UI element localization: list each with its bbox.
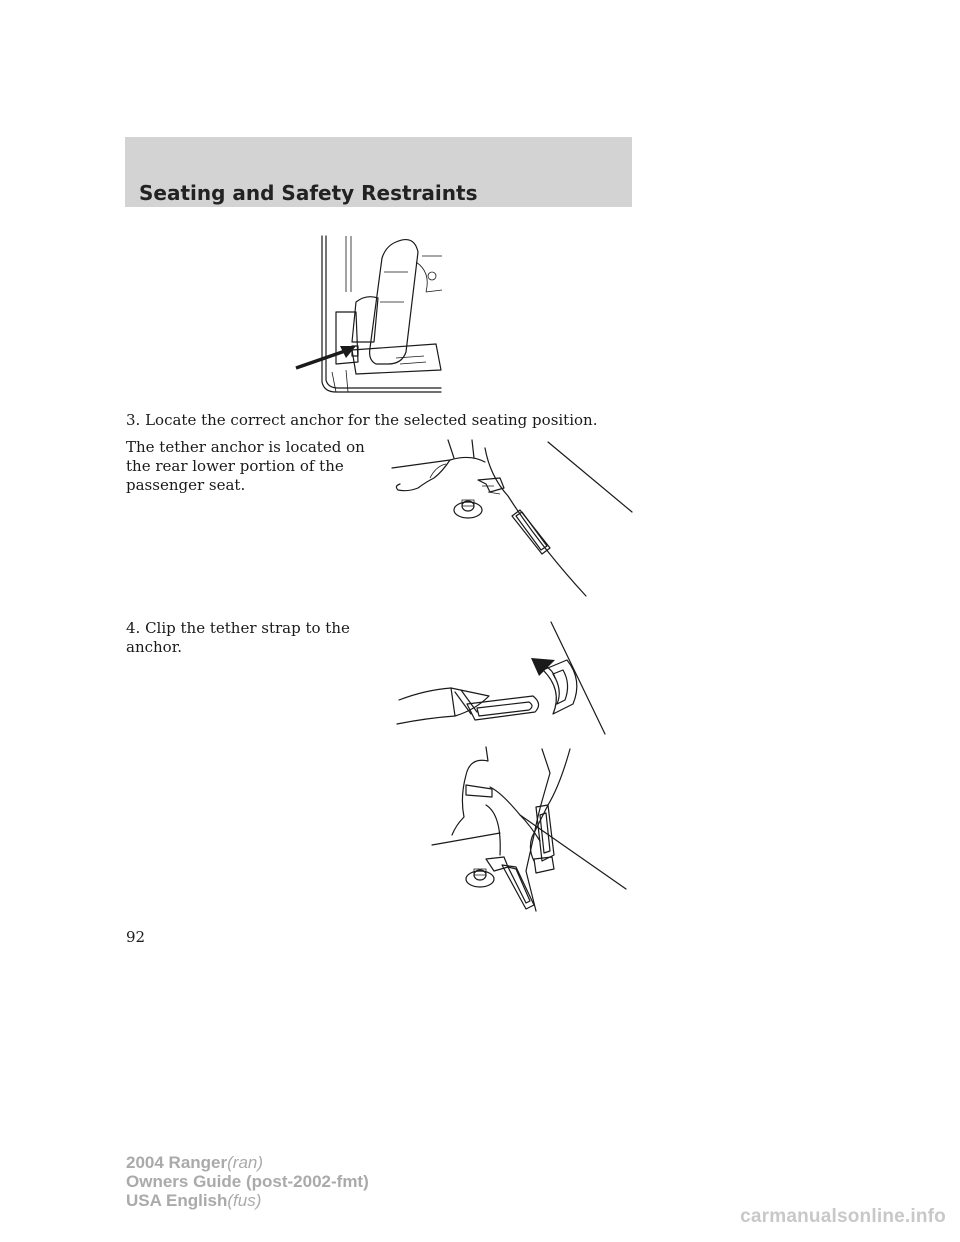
clip-strap-illustration bbox=[395, 620, 610, 738]
footer-line-1: 2004 Ranger(ran) bbox=[126, 1153, 264, 1172]
section-title: Seating and Safety Restraints bbox=[139, 181, 478, 205]
footer-line-2: Owners Guide (post-2002-fmt) bbox=[126, 1172, 369, 1191]
footer-line-3: USA English(fus) bbox=[126, 1191, 262, 1210]
anchor-location-text: The tether anchor is located on the rear lower portion of the passenger seat. bbox=[126, 438, 365, 494]
seat-location-illustration bbox=[296, 232, 446, 400]
strap-attached-illustration bbox=[430, 745, 635, 915]
step-3-text: 3. Locate the correct anchor for the selected seating position. bbox=[126, 411, 598, 429]
tether-anchor-illustration bbox=[390, 436, 635, 601]
step-4-text: 4. Clip the tether strap to the anchor. bbox=[126, 619, 350, 656]
document-footer bbox=[126, 1153, 369, 1210]
page-number: 92 bbox=[126, 928, 146, 946]
section-header bbox=[125, 137, 632, 207]
watermark: carmanualsonline.info bbox=[740, 1206, 946, 1227]
